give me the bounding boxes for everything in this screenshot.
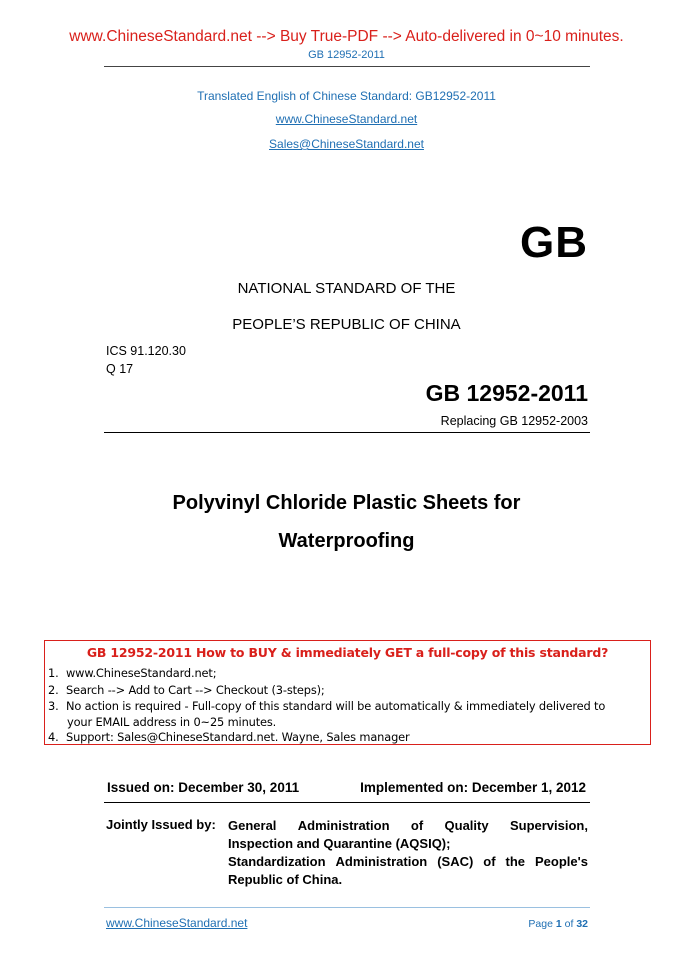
buy-step-1: [48, 666, 216, 681]
issuer-2-line-1: [228, 853, 588, 870]
buy-step-text: Support: Sales@ChineseStandard.net. Wayne, Sales manager: [66, 730, 410, 744]
page-indicator: [528, 918, 588, 930]
buy-step-4: [48, 730, 410, 745]
buy-step-number: 4.: [48, 730, 59, 744]
page-prefix: Page: [528, 918, 556, 930]
ccs-code: Q 17: [106, 362, 134, 376]
buy-info-box: [44, 640, 651, 745]
issuer-word: People's: [534, 854, 588, 869]
issued-date: Issued on: December 30, 2011: [107, 780, 300, 795]
implemented-date: Implemented on: December 1, 2012: [360, 780, 586, 795]
translated-notice: Translated English of Chinese Standard: GB12952-2011: [197, 89, 496, 103]
issuer-word: General: [228, 818, 277, 833]
gb-mark: GB: [520, 218, 588, 267]
issuer-word: (SAC): [437, 854, 474, 869]
top-banner[interactable]: www.ChineseStandard.net --> Buy True-PDF --> Auto-delivered in 0~10 minutes.: [69, 28, 624, 45]
buy-step-text: No action is required - Full-copy of this standard will be automatically & immediately delivered to: [66, 699, 606, 713]
header-standard-code: GB 12952-2011: [308, 49, 385, 61]
buy-step-number: 2.: [48, 683, 59, 697]
page-of: of: [561, 918, 577, 930]
national-standard-line-1: NATIONAL STANDARD OF THE: [237, 280, 456, 297]
buy-step-3-continuation: your EMAIL address in 0~25 minutes.: [67, 715, 277, 729]
page-current: 1: [555, 918, 562, 930]
document-title-line-1: Polyvinyl Chloride Plastic Sheets for: [172, 492, 521, 514]
issuer-word: Supervision,: [509, 818, 588, 833]
buy-step-number: 3.: [48, 699, 59, 713]
buy-step-text[interactable]: www.ChineseStandard.net;: [66, 666, 217, 680]
buy-step-text: Search --> Add to Cart --> Checkout (3-steps);: [66, 683, 325, 697]
national-standard-line-2: PEOPLE’S REPUBLIC OF CHINA: [232, 316, 461, 333]
buy-step-3: [48, 699, 605, 714]
buy-step-2: [48, 683, 325, 698]
issuer-word: of: [483, 854, 496, 869]
header-divider: [104, 66, 590, 67]
issuer-word: Administration: [335, 854, 428, 869]
issuer-word: the: [505, 854, 526, 869]
replacing-note: Replacing GB 12952-2003: [440, 414, 588, 428]
page-total: 32: [576, 918, 588, 930]
sales-email-link[interactable]: Sales@ChineseStandard.net: [269, 137, 424, 151]
footer-site-link[interactable]: www.ChineseStandard.net: [106, 916, 248, 930]
document-title-line-2: Waterproofing: [278, 530, 415, 552]
ics-code: ICS 91.120.30: [106, 344, 186, 358]
issuer-1-line-1: [228, 817, 588, 834]
issuer-1-line-2: Inspection and Quarantine (AQSIQ);: [228, 836, 451, 851]
issuer-word: Administration: [297, 818, 390, 833]
standard-number: GB 12952-2011: [425, 380, 588, 406]
issuer-word: of: [410, 818, 424, 833]
footer-divider: [104, 907, 590, 908]
jointly-issued-label: Jointly Issued by:: [106, 817, 216, 832]
buy-box-title: GB 12952-2011 How to BUY & immediately GET a full-copy of this standard?: [86, 645, 609, 660]
issuer-word: Standardization: [228, 854, 326, 869]
issuer-word: Quality: [444, 818, 489, 833]
site-link[interactable]: www.ChineseStandard.net: [275, 112, 418, 126]
issuer-2-line-2: Republic of China.: [228, 872, 343, 887]
dates-divider: [104, 802, 590, 803]
buy-step-number: 1.: [48, 666, 59, 680]
standard-divider: [104, 432, 590, 433]
